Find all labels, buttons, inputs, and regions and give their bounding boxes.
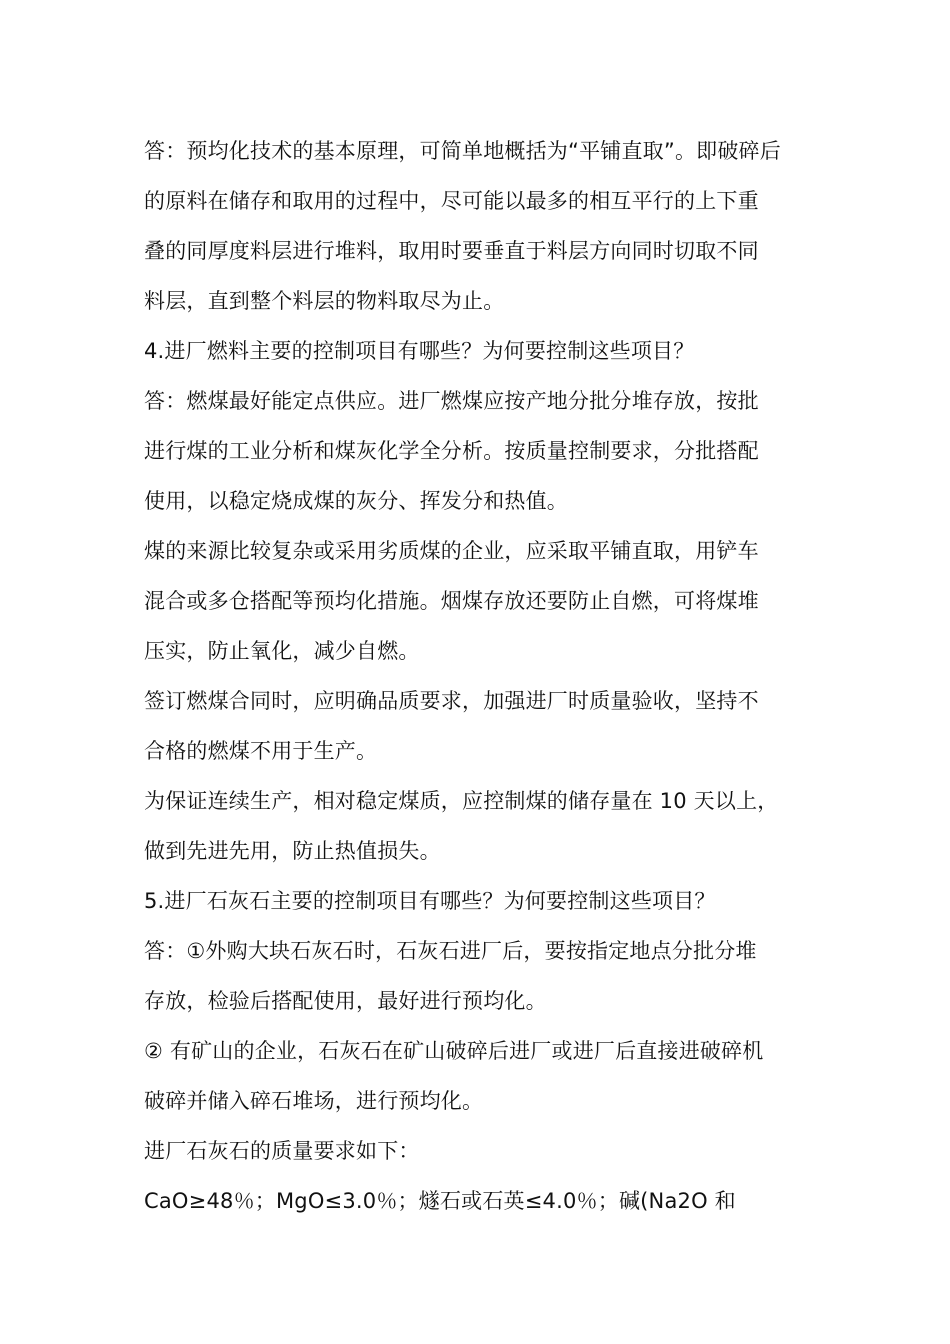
paragraph-line: 答：①外购大块石灰石时，石灰石进厂后，要按指定地点分批分堆 [144, 939, 757, 963]
paragraph-line: 答：预均化技术的基本原理，可简单地概括为“平铺直取”。即破碎后 [144, 139, 781, 163]
paragraph-line: 为保证连续生产，相对稳定煤质，应控制煤的储存量在 10 天以上， [144, 789, 779, 813]
document-body [144, 126, 834, 1226]
paragraph-line: 签订燃煤合同时，应明确品质要求，加强进厂时质量验收，坚持不 [144, 689, 759, 713]
paragraph-line: 进厂石灰石的质量要求如下： [144, 1139, 420, 1163]
paragraph-line: 破碎并储入碎石堆场，进行预均化。 [144, 1089, 484, 1113]
paragraph-line: 混合或多仓搭配等预均化措施。烟煤存放还要防止自燃，可将煤堆 [144, 589, 759, 613]
question-heading-5: 5.进厂石灰石主要的控制项目有哪些？为何要控制这些项目？ [144, 889, 716, 913]
paragraph-line: 压实，防止氧化，减少自燃。 [144, 639, 420, 663]
paragraph-line: CaO≥48％；MgO≤3.0％；燧石或石英≤4.0％；碱(Na2O 和 [144, 1189, 736, 1213]
paragraph-line: 使用，以稳定烧成煤的灰分、挥发分和热值。 [144, 489, 568, 513]
paragraph-line: 进行煤的工业分析和煤灰化学全分析。按质量控制要求，分批搭配 [144, 439, 759, 463]
paragraph-line: 做到先进先用，防止热值损失。 [144, 839, 441, 863]
paragraph-line: 叠的同厚度料层进行堆料，取用时要垂直于料层方向同时切取不同 [144, 239, 759, 263]
paragraph-line: 存放，检验后搭配使用，最好进行预均化。 [144, 989, 547, 1013]
paragraph-line: ② 有矿山的企业，石灰石在矿山破碎后进厂或进厂后直接进破碎机 [144, 1039, 764, 1063]
question-heading-4: 4.进厂燃料主要的控制项目有哪些？为何要控制这些项目？ [144, 339, 695, 363]
paragraph-line: 煤的来源比较复杂或采用劣质煤的企业，应采取平铺直取，用铲车 [144, 539, 759, 563]
paragraph-line: 的原料在储存和取用的过程中，尽可能以最多的相互平行的上下重 [144, 189, 759, 213]
paragraph-line: 料层，直到整个料层的物料取尽为止。 [144, 289, 505, 313]
paragraph-line: 合格的燃煤不用于生产。 [144, 739, 378, 763]
paragraph-line: 答：燃煤最好能定点供应。进厂燃煤应按产地分批分堆存放，按批 [144, 389, 759, 413]
